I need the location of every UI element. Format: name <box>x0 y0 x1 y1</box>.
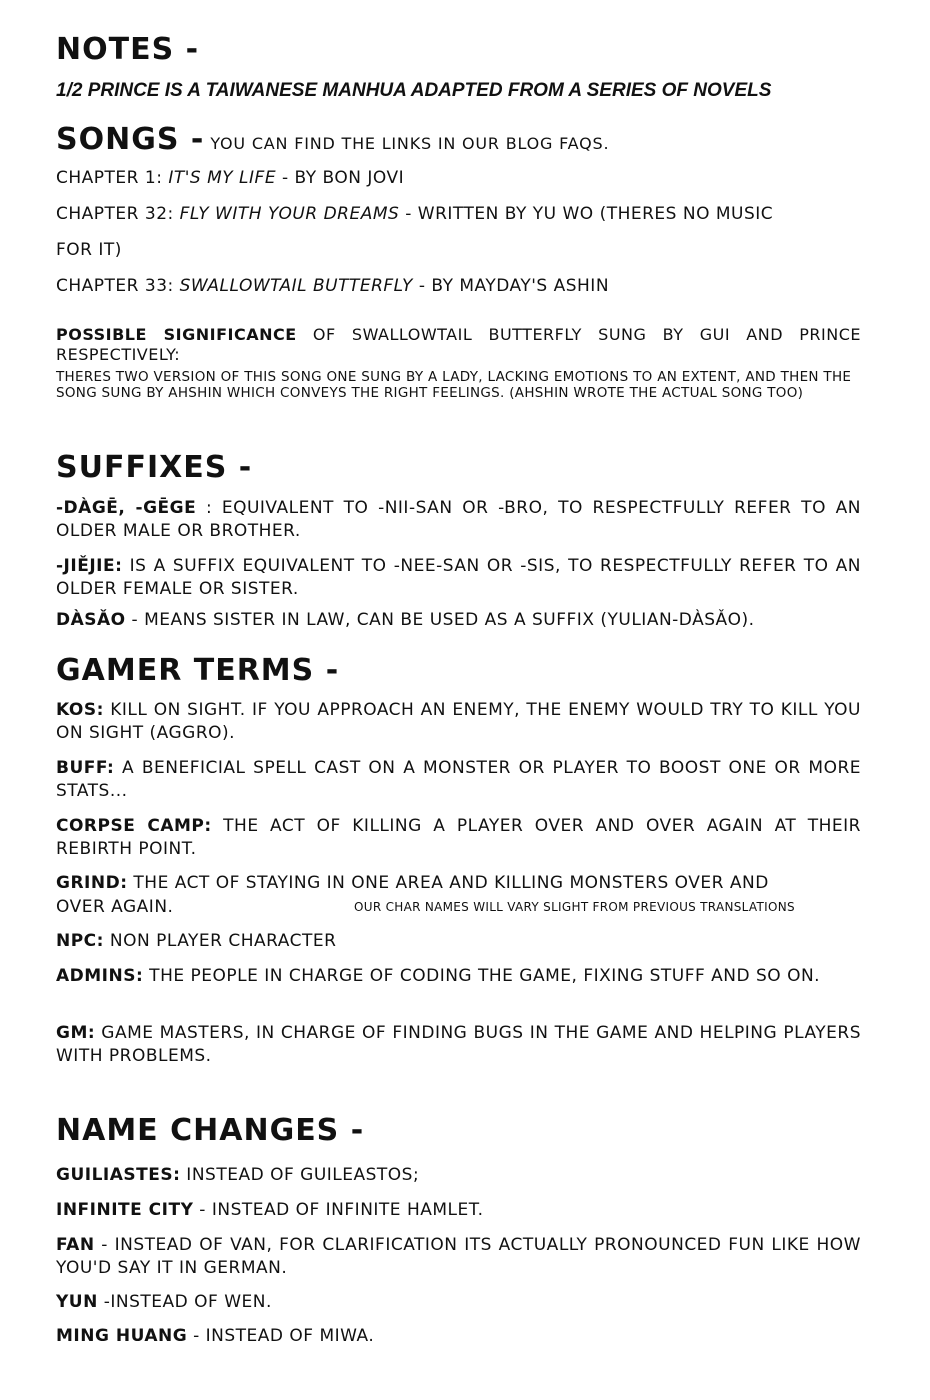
significance-rest: OF SWALLOWTAIL BUTTERFLY SUNG BY GUI AND PRINCE RESPECTIVELY: <box>56 325 861 364</box>
songs-subheading: YOU CAN FIND THE LINKS IN OUR BLOG FAQS. <box>210 134 610 153</box>
name-3-bold: FAN <box>56 1235 95 1255</box>
song-ch1-title: IT'S MY LIFE <box>168 168 277 188</box>
term-admins <box>56 965 861 988</box>
song-ch32-rest: - WRITTEN BY YU WO (THERES NO MUSIC <box>399 204 774 224</box>
term-grind-rest: THE ACT OF STAYING IN ONE AREA AND KILLING MONSTERS OVER AND <box>127 873 769 893</box>
term-buff-rest: A BENEFICIAL SPELL CAST ON A MONSTER OR PLAYER TO BOOST ONE OR MORE STATS... <box>56 758 861 801</box>
translation-note: OUR CHAR NAMES WILL VARY SLIGHT FROM PREVIOUS TRANSLATIONS <box>354 900 795 914</box>
suffixes-heading: SUFFIXES - <box>56 450 253 485</box>
term-grind-bold: GRIND: <box>56 873 128 893</box>
term-grind-cont: OVER AGAIN. <box>56 897 174 917</box>
song-chapter-33 <box>56 276 609 296</box>
term-kos <box>56 699 861 745</box>
name-3-rest: - INSTEAD OF VAN, FOR CLARIFICATION ITS ACTUALLY PRONOUNCED FUN LIKE HOW YOU'D SAY IT IN GERMAN. <box>56 1235 861 1278</box>
name-4-bold: YUN <box>56 1292 98 1312</box>
song-ch33-rest: - BY MAYDAY'S ASHIN <box>412 276 610 296</box>
term-gm-bold: GM: <box>56 1023 96 1043</box>
songs-heading-text: SONGS - <box>56 122 205 157</box>
suffix-dage <box>56 497 861 543</box>
name-change-5 <box>56 1326 374 1346</box>
term-gm <box>56 1022 861 1068</box>
suffix-jiejie <box>56 555 861 601</box>
name-changes-heading: NAME CHANGES - <box>56 1113 365 1148</box>
name-change-1 <box>56 1165 419 1185</box>
name-4-rest: -INSTEAD OF WEN. <box>97 1292 272 1312</box>
song-chapter-32 <box>56 204 773 224</box>
notes-intro-b: TAIWANESE <box>205 80 318 101</box>
term-gm-rest: GAME MASTERS, IN CHARGE OF FINDING BUGS IN THE GAME AND HELPING PLAYERS WITH PROBLEMS. <box>56 1023 861 1066</box>
suffix-dasao-rest: - MEANS SISTER IN LAW, CAN BE USED AS A SUFFIX (YULIAN-DÀSǍO). <box>125 610 755 630</box>
term-npc-bold: NPC: <box>56 931 104 951</box>
gamer-terms-heading: GAMER TERMS - <box>56 653 340 688</box>
suffix-dage-rest: : EQUIVALENT TO -NII-SAN OR -BRO, TO RESPECTFULLY REFER TO AN OLDER MALE OR BROTHER. <box>56 498 861 541</box>
song-ch32-title: FLY WITH YOUR DREAMS <box>179 204 400 224</box>
name-5-rest: - INSTEAD OF MIWA. <box>187 1326 375 1346</box>
song-chapter-32-cont: FOR IT) <box>56 240 122 260</box>
significance-bold: POSSIBLE SIGNIFICANCE <box>56 325 297 344</box>
name-2-bold: INFINITE CITY <box>56 1200 194 1220</box>
song-ch32-label: CHAPTER 32: <box>56 204 180 224</box>
song-ch1-label: CHAPTER 1: <box>56 168 169 188</box>
term-npc-rest: NON PLAYER CHARACTER <box>103 931 337 951</box>
term-corpse-camp <box>56 815 861 861</box>
name-1-rest: INSTEAD OF GUILEASTOS; <box>180 1165 420 1185</box>
term-admins-rest: THE PEOPLE IN CHARGE OF CODING THE GAME, FIXING STUFF AND SO ON. <box>143 966 821 986</box>
suffix-jiejie-bold: -JIĚJIE: <box>56 556 123 576</box>
name-change-4 <box>56 1292 272 1312</box>
significance-detail: THERES TWO VERSION OF THIS SONG ONE SUNG BY A LADY, LACKING EMOTIONS TO AN EXTENT, AND THEN THE SONG SUNG BY AHSHIN WHICH CONVEYS THE RIGHT FEELINGS. (AHSHIN WROTE THE ACTUAL SONG TOO) <box>56 369 852 401</box>
term-kos-rest: KILL ON SIGHT. IF YOU APPROACH AN ENEMY, THE ENEMY WOULD TRY TO KILL YOU ON SIGHT (AGGRO). <box>56 700 861 743</box>
name-5-bold: MING HUANG <box>56 1326 188 1346</box>
term-corpse-rest: THE ACT OF KILLING A PLAYER OVER AND OVER AGAIN AT THEIR REBIRTH POINT. <box>56 816 861 859</box>
term-kos-bold: KOS: <box>56 700 104 720</box>
song-ch33-title: SWALLOWTAIL BUTTERFLY <box>179 276 413 296</box>
term-buff <box>56 757 861 803</box>
name-2-rest: - INSTEAD OF INFINITE HAMLET. <box>193 1200 484 1220</box>
notes-heading: NOTES - <box>56 32 200 67</box>
suffix-dasao-bold: DÀSǍO <box>56 610 126 630</box>
song-chapter-1 <box>56 168 404 188</box>
term-buff-bold: BUFF: <box>56 758 115 778</box>
notes-intro <box>56 80 771 102</box>
suffix-dage-bold: -DÀGĒ, -GĒGE <box>56 498 197 518</box>
significance <box>56 325 861 365</box>
notes-intro-a: 1/2 PRINCE IS A <box>56 80 206 101</box>
term-admins-bold: ADMINS: <box>56 966 144 986</box>
suffix-dasao <box>56 609 861 632</box>
name-1-bold: GUILIASTES: <box>56 1165 181 1185</box>
songs-heading <box>56 122 609 157</box>
suffix-jiejie-rest: IS A SUFFIX EQUIVALENT TO -NEE-SAN OR -SIS, TO RESPECTFULLY REFER TO AN OLDER FEMALE OR SISTER. <box>56 556 861 599</box>
name-change-2 <box>56 1200 484 1220</box>
term-npc <box>56 931 336 951</box>
song-ch33-label: CHAPTER 33: <box>56 276 180 296</box>
song-ch1-rest: - BY BON JOVI <box>276 168 405 188</box>
term-grind <box>56 873 769 893</box>
notes-intro-c: MANHUA ADAPTED FROM A SERIES OF NOVELS <box>317 80 772 101</box>
term-corpse-bold: CORPSE CAMP: <box>56 816 212 836</box>
name-change-3 <box>56 1234 861 1280</box>
